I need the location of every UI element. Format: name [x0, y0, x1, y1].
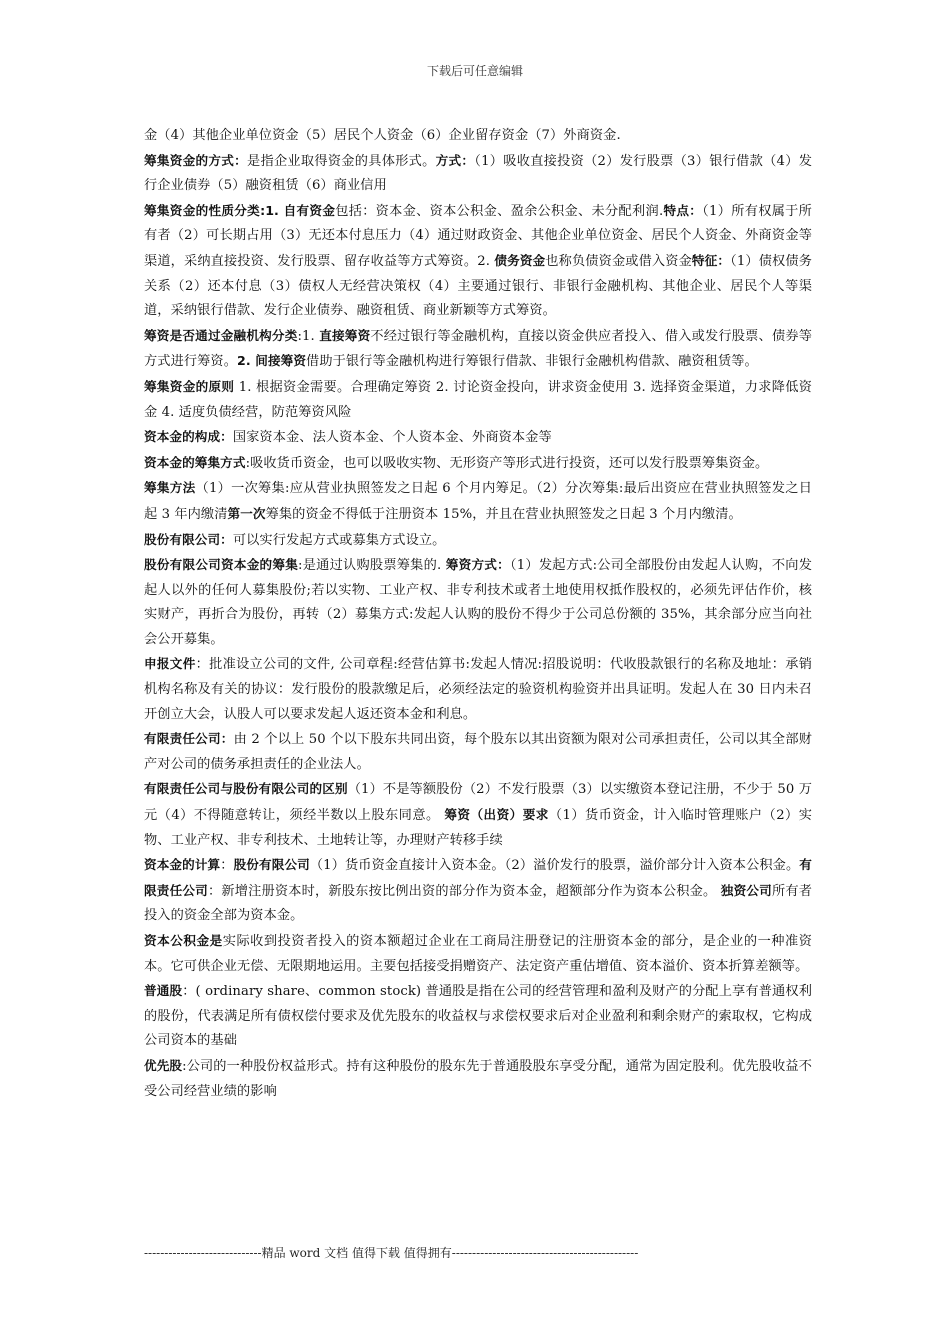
text-run: （1）货币资金直接计入资本金。（2）溢价发行的股票，溢价部分计入资本公积金。 — [309, 858, 800, 874]
bold-term: 筹集资金的性质分类:1. 自有资金 — [144, 202, 336, 218]
text-run: 不经过银行等金融机构，直接以资金供应者投入、借入或发行股票、债券等方式进行筹资。 — [144, 328, 812, 370]
text-run: 也称负债资金或借入资金 — [545, 253, 692, 269]
paragraph — [144, 425, 812, 451]
bold-term: 筹资是否通过金融机构分类 — [144, 327, 298, 343]
paragraph — [144, 777, 812, 853]
text-run: （1）债权债务关系（2）还本付息（3）债权人无经营决策权（4）主要通过银行、非银行金融机构、其他企业、居民个人等渠道，采纳银行借款、发行企业债券、融资租赁、商业新颖等方式筹资。 — [144, 253, 813, 319]
paragraph — [144, 652, 812, 727]
text-run: 可以实行发起方式或募集方式设立。 — [232, 532, 446, 548]
text-run: 是指企业取得资金的具体形式。 — [247, 153, 436, 169]
text-run: 国家资本金、法人资本金、个人资本金、外商资本金等 — [232, 430, 552, 446]
text-run: :是通过认购股票筹集的. — [298, 558, 446, 574]
text-run: 金（4）其他企业单位资金（5）居民个人资金（6）企业留存资金（7）外商资金. — [144, 128, 621, 143]
bold-term: 股份有限公司 — [233, 857, 310, 873]
text-run: :1. — [297, 328, 320, 344]
text-run: （1）所有权属于所有者（2）可长期占用（3）无还本付息压力（4）通过财政资金、其他企业单位资金、居民个人资金、外商资金等渠道，采纳直接投资、发行股票、留存收益等方式筹资。2. — [144, 203, 812, 269]
bold-term: 直接筹资 — [319, 327, 371, 343]
bold-term: 债务资金 — [494, 252, 546, 268]
paragraph — [144, 476, 812, 527]
text-run: 实际收到投资者投入的资本额超过企业在工商局注册登记的注册资本金的部分，是企业的一种准资本。它可供企业无偿、无限期地运用。主要包括接受捐赠资产、法定资产重估增值、资本溢价、资本折算差额等。 — [144, 934, 813, 974]
text-run: （1）货币资金，计入临时管理账户（2）实物、工业产权、非专利技术、土地转让等，办理财产转移手续 — [144, 808, 812, 848]
bold-term: 资本公积金是 — [144, 933, 223, 948]
bold-term: 申报文件 — [144, 656, 196, 672]
page-footer: -----------------------------精品 word 文档 值得下载 值得拥有---------------------------------------------- — [144, 1246, 639, 1260]
text-run: （1）不是等额股份（2）不发行股票（3）以实缴资本登记注册，不少于 50 万元（4）不得随意转让，须经半数以上股东同意。 — [144, 782, 812, 824]
text-run: 1. 根据资金需要。合理确定筹资 2. 讨论资金投向，讲求资金使用 3. 选择资金渠道，力求降低资金 4. 适度负债经营，防范筹资风险 — [144, 379, 812, 420]
text-run: :吸收货币资金，也可以吸收实物、无形资产等形式进行投资，还可以发行股票筹集资金。 — [245, 455, 769, 471]
bold-term: 独资公司 — [720, 882, 772, 898]
paragraph — [144, 451, 812, 477]
bold-term: 特征： — [691, 252, 731, 268]
bold-term: 筹集方法 — [144, 480, 196, 496]
bold-term: 资本金的筹集方式 — [144, 454, 246, 470]
paragraph — [144, 528, 812, 554]
bold-term: 筹资方式： — [445, 557, 510, 573]
paragraph — [144, 727, 812, 777]
text-run: （1）吸收直接投资（2）发行股票（3）银行借款（4）发行企业债券（5）融资租赁（6）商业信用 — [144, 153, 812, 194]
bold-term: 普通股 — [144, 983, 183, 999]
bold-term: 筹资（出资）要求 — [444, 807, 549, 823]
text-run: （1）一次筹集:应从营业执照签发之日起 6 个月内筹足。（2）分次筹集:最后出资应在营业执照签发之日起 3 年内缴清 — [144, 481, 812, 522]
bold-term: 资本金的计算 — [144, 857, 221, 873]
text-run: 筹集的资金不得低于注册资本 15%，并且在营业执照签发之日起 3 个月内缴清。 — [265, 506, 742, 522]
paragraph — [144, 929, 812, 979]
paragraph — [144, 199, 812, 324]
bold-term: 筹集资金的方式： — [144, 152, 248, 168]
paragraph — [144, 853, 812, 929]
paragraph — [144, 149, 812, 199]
paragraph — [144, 1054, 812, 1104]
bold-term: 特点： — [663, 202, 703, 218]
page-header: 下载后可任意编辑 — [426, 64, 523, 78]
bold-term: 第一次 — [227, 505, 266, 521]
text-run: ： — [220, 858, 234, 874]
paragraph — [144, 124, 812, 149]
paragraph — [144, 979, 812, 1054]
bold-term: 优先股 — [144, 1057, 183, 1073]
text-run: ：( ordinary share、common stock) 普通股是指在公司的经营管理和盈利及财产的分配上享有普通权利的股份，代表满足所有债权偿付要求及优先股东的收益权与求偿权要求后对企业盈利和剩余财产的索取权，它构成公司资本的基础 — [144, 984, 812, 1049]
text-run: ：批准设立公司的文件, 公司章程:经营估算书:发起人情况:招股说明：代收股款银行的名称及地址：承销机构名称及有关的协议：发行股份的股款缴足后，必须经法定的验资机构验资并出具证明。发起人在 30 日内未召开创立大会，认股人可以要求发起人返还资本金和利息。 — [144, 657, 812, 722]
bold-term: 资本金的构成： — [144, 429, 233, 445]
document-body — [144, 124, 812, 1104]
bold-term: 有限责任公司 — [144, 857, 812, 898]
bold-term: 有限责任公司： — [144, 731, 234, 747]
paragraph — [144, 553, 812, 652]
paragraph — [144, 375, 812, 425]
bold-term: 筹集资金的原则 — [144, 378, 235, 394]
bold-term: 方式： — [435, 152, 475, 168]
text-run: 包括：资本金、资本公积金、盈余公积金、未分配利润. — [335, 203, 664, 219]
paragraph — [144, 324, 812, 375]
text-run: ：新增注册资本时，新股东按比例出资的部分作为资本金，超额部分作为资本公积金。 — [207, 883, 721, 899]
bold-term: 2. 间接筹资 — [237, 353, 307, 369]
text-run: :公司的一种股份权益形式。持有这种股份的股东先于普通股股东享受分配，通常为固定股利。优先股收益不受公司经营业绩的影响 — [144, 1058, 812, 1099]
text-run: （1）发起方式:公司全部股份由发起人认购，不向发起人以外的任何人募集股份;若以实物、工业产权、非专利技术或者土地使用权抵作股权的，必须先评估作价，核实财产，再折合为股份，再转（2）募集方式:发起人认购的股份不得少于公司总份额的 35%，其余部分应当向社会公开募集。 — [144, 558, 812, 647]
bold-term: 有限责任公司与股份有限公司的区别 — [144, 781, 348, 797]
text-run: 由 2 个以上 50 个以下股东共同出资，每个股东以其出资额为限对公司承担责任，公司以其全部财产对公司的债务承担责任的企业法人。 — [144, 732, 812, 772]
text-run: 借助于银行等金融机构进行筹银行借款、非银行金融机构借款、融资租赁等。 — [306, 354, 758, 370]
text-run: 所有者投入的资金全部为资本金。 — [144, 883, 813, 924]
bold-term: 股份有限公司资本金的筹集 — [144, 557, 299, 573]
bold-term: 股份有限公司： — [144, 531, 233, 547]
